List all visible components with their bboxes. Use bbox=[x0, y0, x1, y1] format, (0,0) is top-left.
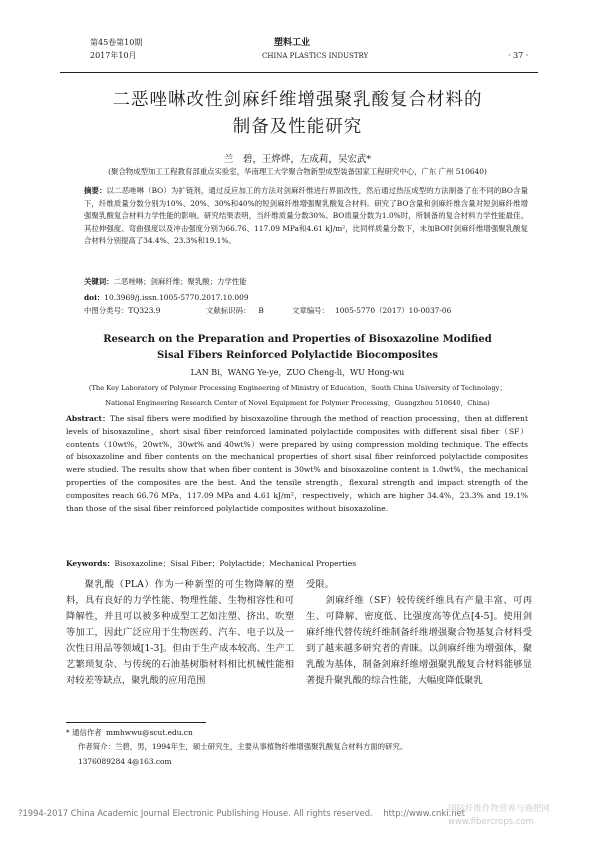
body-column-left: 聚乳酸（PLA）作为一种新型的可生物降解的塑料，具有良好的力学性能、物理性能、生物相容性和可降解性，并且可以被多种成型工艺如注塑、挤出、吹塑等加工，因此广泛应用于生物医药、汽车、电子以及一次性日用品等领域[1-3]。但由于生产成本较高、生产工艺繁琐复杂、与传统的石油基树脂材料相比机械性能相对较差等缺点，聚乳酸的应用范围 bbox=[66, 579, 294, 686]
keywords-cn-text: 二恶唑啉；剑麻纤维；聚乳酸；力学性能 bbox=[113, 277, 247, 286]
doi-value: 10.3969/j.issn.1005-5770.2017.10.009 bbox=[104, 293, 249, 302]
abstract-en bbox=[66, 413, 528, 553]
affiliation-en-line1: (The Key Laboratory of Polymer Processing Engineering of Ministry of Education，South China University of Technology； bbox=[88, 384, 507, 392]
copyright-line: ?1994-2017 China Academic Journal Electronic Publishing House. All rights reserved. http://www.cnki.net bbox=[18, 808, 465, 818]
affiliation-cn: (聚合物成型加工工程教育部重点实验室，华南理工大学聚合物新型成型装备国家工程研究中心，广东 广州 510640) bbox=[108, 167, 487, 176]
title-cn-line2: 制备及性能研究 bbox=[232, 117, 363, 137]
abstract-en-label: Abstract： bbox=[66, 414, 110, 423]
abstract-cn-text: 以二恶唑啉（BO）为扩链剂，通过反应加工的方法对剑麻纤维进行界面改性，然后通过热压成型的方法制备了在不同的BO含量下，纤维质量分数分别为10%、20%、30%和40%的短剑麻纤维增强聚乳酸复合材料。研究了BO含量和剑麻纤维含量对短剑麻纤维增强聚乳酸复合材料力学性能的影响。研究结果表明，当纤维质量分数30%、BO质量分数为1.0%时，所制备的复合材料力学性能最佳。其拉伸强度、弯曲强度以及冲击强度分别为66.76、117.09 MPa和4.61 kJ/m²，比同样质量分数下，未加BO时剑麻纤维增强聚乳酸复合材料分别提高了34.4%、23.3%和19.1%。 bbox=[84, 186, 528, 246]
body-column-right: 受限。 剑麻纤维（SF）较传统纤维具有产量丰富、可再生、可降解、密度低、比强度高等优点[4-5]。使用剑麻纤维代替传统纤维制备纤维增强聚合物基复合材料受到了越来越多研究者的青睐。以剑麻纤维为增强体，聚乳酸为基体，制备剑麻纤维增强聚乳酸复合材料能够显著提升聚乳酸的综合性能，大幅度降低聚乳 bbox=[306, 579, 532, 686]
keywords-en-label: Keywords： bbox=[66, 559, 115, 568]
keywords-en bbox=[66, 558, 528, 571]
abstract-en-text: The sisal fibers were modified by bisoxazoline through the method of reaction processing，then at different levels of bisoxazoline，short sisal fiber reinforced laminated polylactide composites with different sisal fiber（SF）contents（10wt%，20wt%，30wt% and 40wt%）were prepared by using compression molding technique. The effects of bisoxazoline and fiber contents on the mechanical properties of short sisal fiber reinforced polylactide composites were studied. The results show that when fiber content is 30wt% and bisoxazoline content is 1.0wt%，the mechanical properties of the composites are the best. And the tensile strength，flexural strength and impact strength of the composites reach 66.76 MPa，117.09 MPa and 4.61 kJ/m²，respectively，which are higher 34.4%，23.3% and 19.1% than those of the sisal fiber reinforced polylactide composites without bisoxazoline. bbox=[66, 414, 528, 513]
docid-label: 文献标识码： bbox=[206, 306, 251, 315]
docid-value: B bbox=[258, 306, 264, 315]
keywords-cn bbox=[84, 276, 528, 289]
doi-label: doi： bbox=[84, 293, 105, 302]
footnote-author bbox=[78, 741, 528, 754]
title-cn-line1: 二恶唑啉改性剑麻纤维增强聚乳酸复合材料的 bbox=[112, 90, 483, 110]
watermark-text: 国际纤维作物营养与施肥网 www.fibercrops.com bbox=[448, 804, 551, 827]
journal-name-en: CHINA PLASTICS INDUSTRY bbox=[262, 52, 369, 60]
title-en-line2: Sisal Fibers Reinforced Polylactide Biocomposites bbox=[156, 350, 439, 361]
keywords-en-text: Bisoxazoline；Sisal Fiber；Polylactide；Mechanical Properties bbox=[114, 559, 357, 568]
contact-email: mmhwwu@scut.edu.cn bbox=[106, 728, 193, 737]
article-number bbox=[292, 305, 451, 318]
author-label: 作者简介： bbox=[78, 742, 115, 751]
authors-en: LAN Bi，WANG Ye-ye，ZUO Cheng-li，WU Hong-wu bbox=[190, 368, 405, 377]
abstract-cn bbox=[84, 185, 528, 274]
page-number: · 37 · bbox=[508, 51, 529, 60]
article-label: 文章编号： bbox=[292, 306, 329, 315]
volume-issue: 第45卷第10期 bbox=[90, 38, 143, 47]
issue-date: 2017年10月 bbox=[90, 51, 137, 60]
footnote-rule bbox=[66, 722, 206, 723]
authors-cn: 兰 碧，王烨烨，左成莉，吴宏武* bbox=[223, 154, 372, 165]
author-info: 兰碧，男，1994年生，硕士研究生，主要从事植物纤维增强聚乳酸复合材料方面的研究。 bbox=[114, 742, 408, 751]
article-value: 1005-5770（2017）10-0037-06 bbox=[334, 306, 452, 315]
footnote-marker: * bbox=[66, 728, 70, 737]
doi-line bbox=[84, 292, 528, 305]
contact-label: 通信作者 bbox=[72, 728, 102, 737]
footnote-contact bbox=[66, 727, 193, 740]
affiliation-en-line2: National Engineering Research Center of Novel Equipment for Polymer Processing，Guangzhou 510640，China) bbox=[105, 399, 490, 407]
header-rule bbox=[60, 72, 538, 73]
class-number bbox=[84, 305, 161, 318]
class-label: 中图分类号： bbox=[84, 306, 129, 315]
class-value: TQ323.9 bbox=[128, 306, 161, 315]
author-email: 1376089284 4@163.com bbox=[78, 757, 172, 766]
keywords-cn-label: 关键词： bbox=[84, 277, 114, 286]
title-en-line1: Research on the Preparation and Properties of Bisoxazoline Modified bbox=[103, 334, 492, 345]
abstract-cn-label: 摘要： bbox=[84, 186, 107, 195]
document-code bbox=[206, 305, 264, 318]
journal-name-cn: 塑料工业 bbox=[274, 38, 311, 48]
